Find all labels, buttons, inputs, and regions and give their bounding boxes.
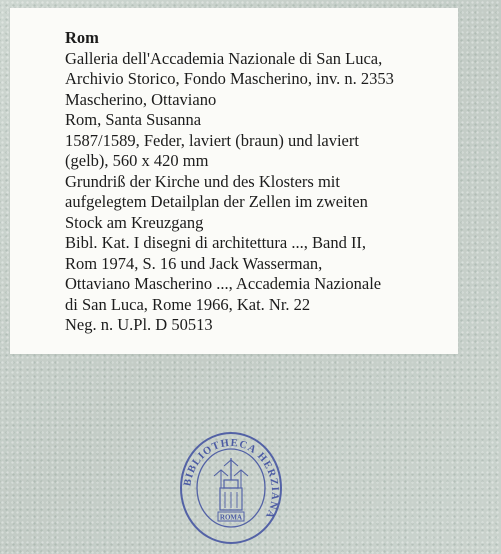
record-line: (gelb), 560 x 420 mm [65, 151, 209, 170]
record-line: Galleria dell'Accademia Nazionale di San Luca, [65, 48, 383, 68]
stamp-center-text: ROMA [219, 513, 243, 522]
record-line: aufgelegtem Detailplan der Zellen im zweiten [65, 192, 368, 211]
library-stamp-seal [178, 430, 284, 546]
record-line: Mascherino, Ottaviano [65, 89, 217, 109]
record-line: di San Luca, Rome 1966, Kat. Nr. 22 [65, 294, 311, 314]
catalog-card [10, 8, 458, 354]
library-stamp [178, 430, 284, 546]
record-line: Rom, Santa Susanna [65, 110, 202, 129]
record-line: Grundriß der Kirche und des Klosters mit [65, 171, 340, 191]
record-line: 1587/1589, Feder, laviert (braun) und laviert [65, 130, 359, 150]
record-line: Bibl. Kat. I disegni di architettura ..., Band II, [65, 233, 367, 252]
record-line: Ottaviano Mascherino ..., Accademia Nazionale [65, 274, 382, 293]
record-line: Stock am Kreuzgang [65, 212, 204, 232]
catalog-text [65, 28, 465, 336]
record-title: Rom [65, 28, 99, 47]
record-line: Rom 1974, S. 16 und Jack Wasserman, [65, 253, 323, 273]
stamp-ring-text: BIBLIOTHECA HERZIANA [182, 437, 281, 521]
record-line: Neg. n. U.Pl. D 50513 [65, 315, 213, 334]
record-line: Archivio Storico, Fondo Mascherino, inv. n. 2353 [65, 69, 394, 88]
